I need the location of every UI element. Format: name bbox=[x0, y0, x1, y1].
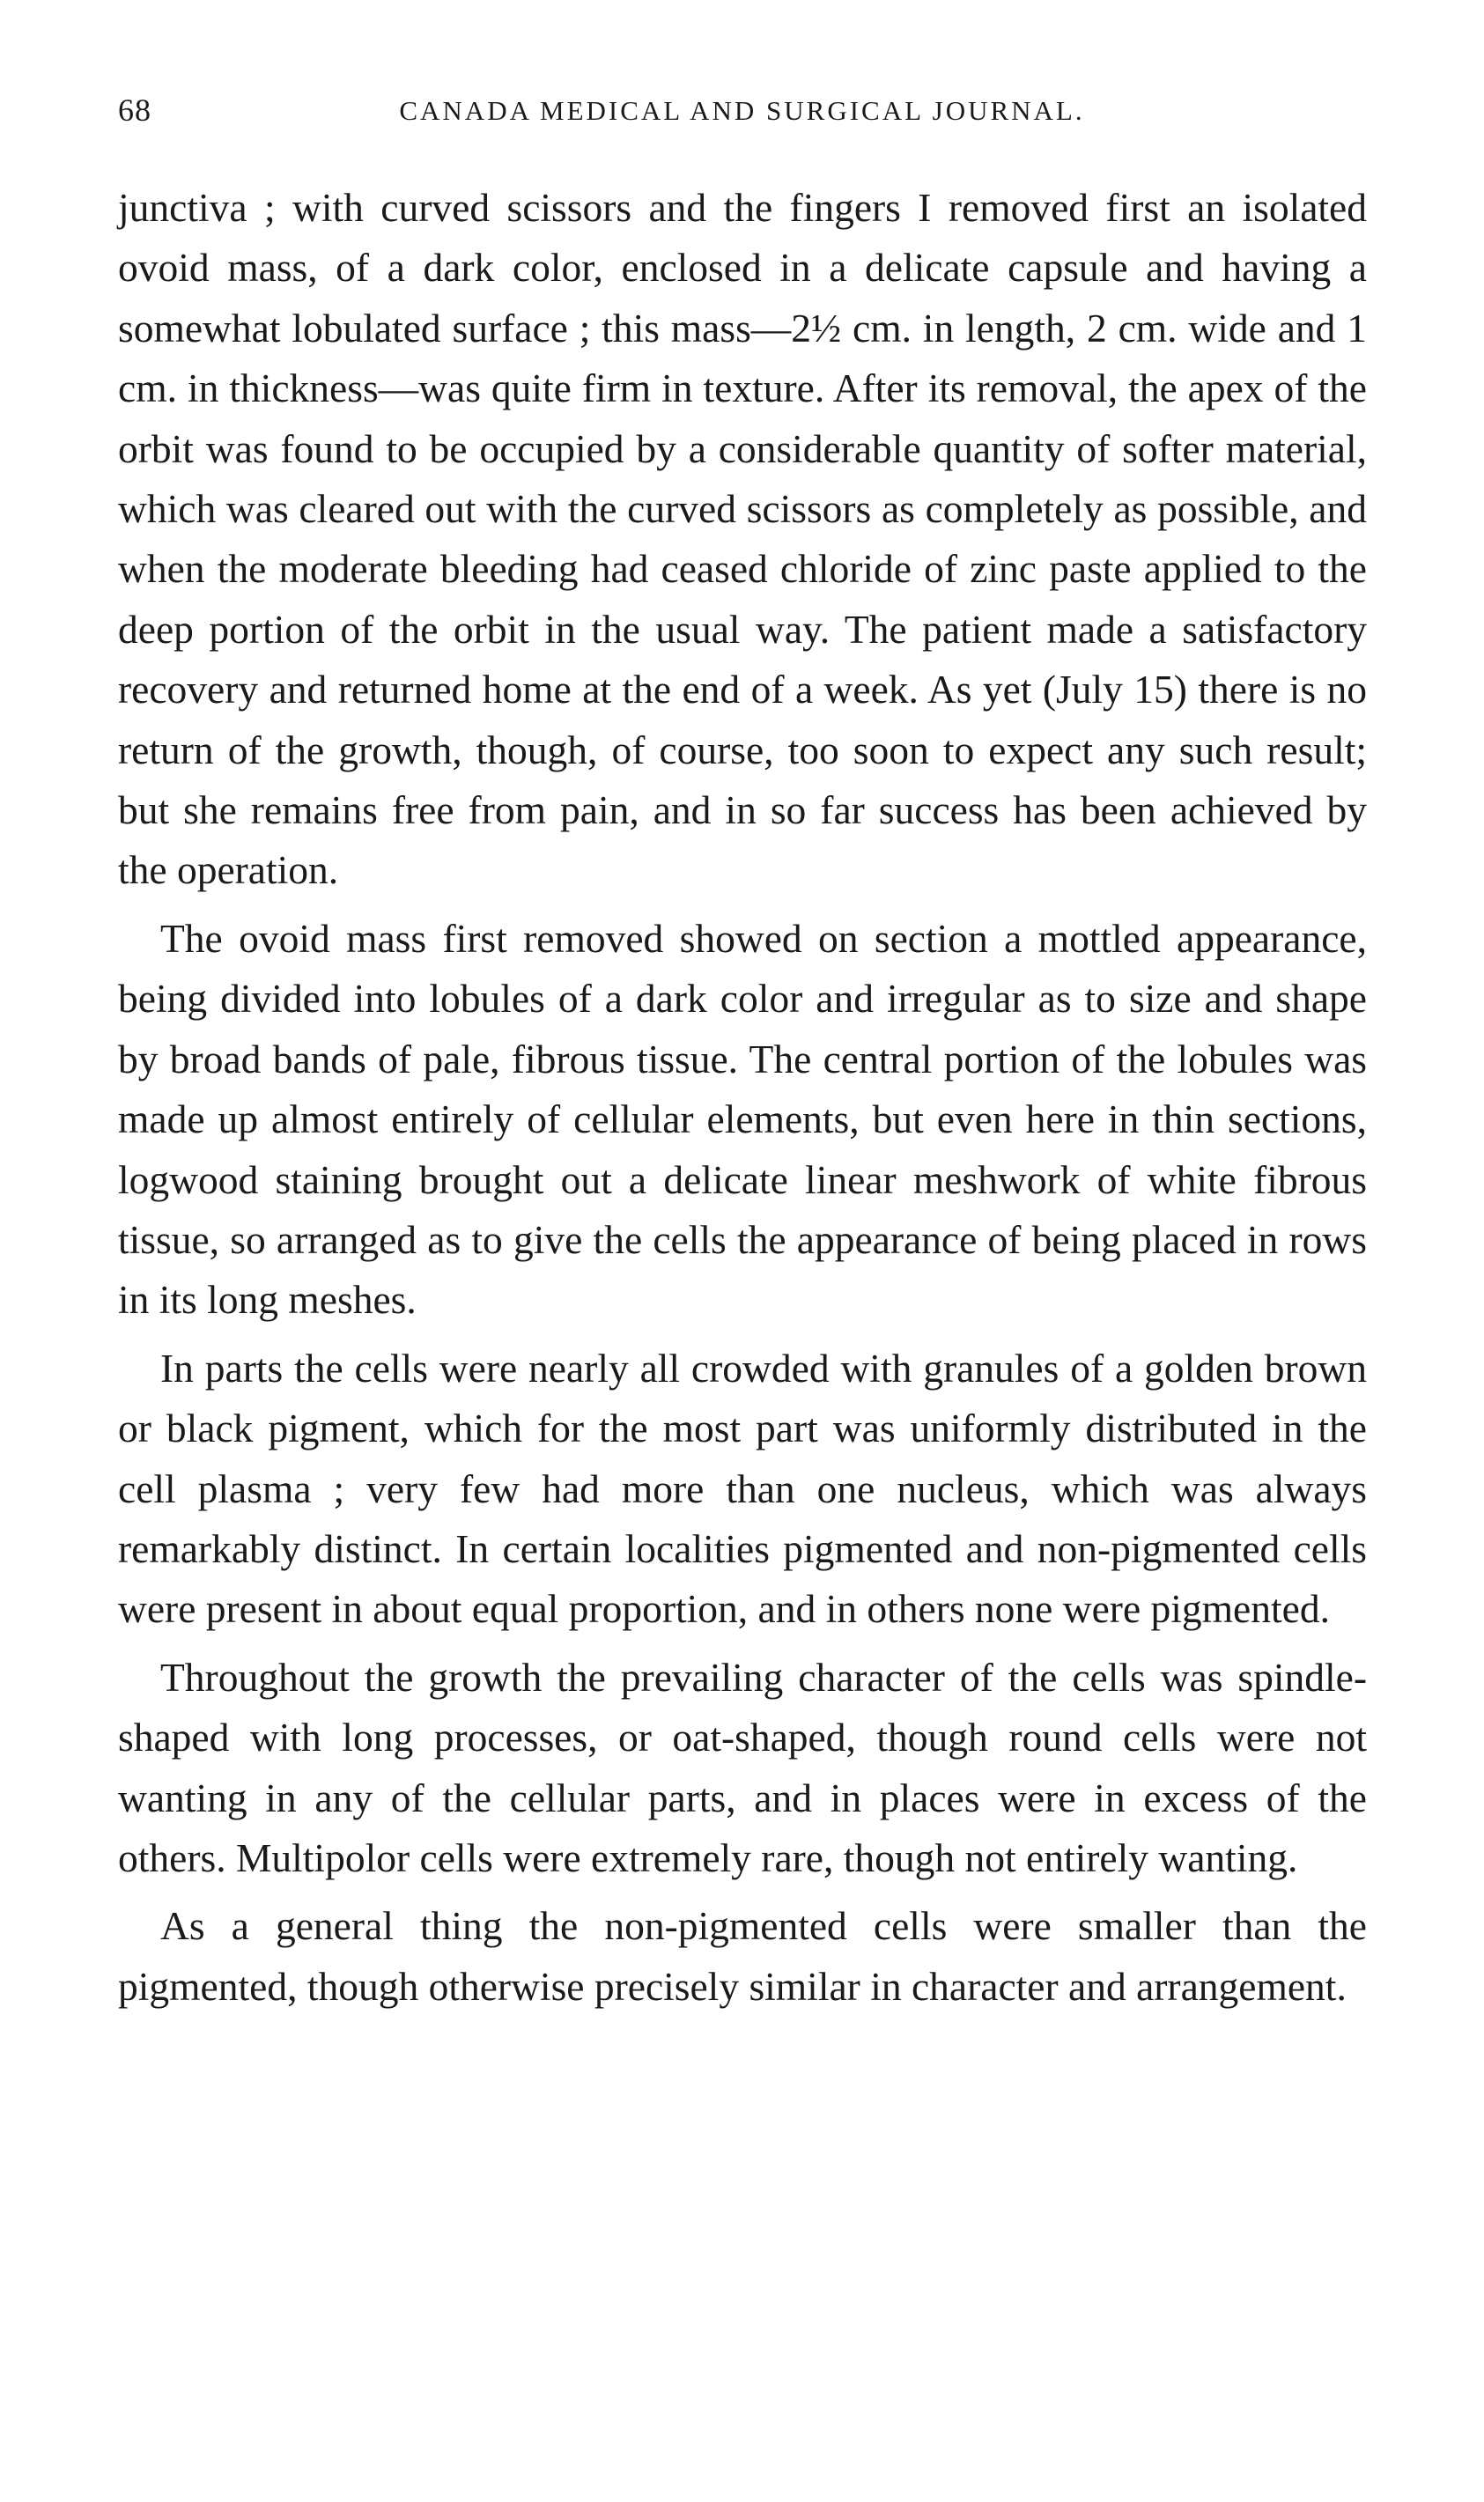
running-head bbox=[118, 92, 1366, 130]
paragraph-non-pigmented-cells: As a general thing the non-pigmented cells were smaller than the pigmented, though otherwise precisely similar in character and arrangement. bbox=[118, 1903, 1367, 2009]
paragraph-operation-account: junctiva ; with curved scissors and the fingers I removed first an isolated ovoid mass, of a dark color, enclosed in a delicate capsule and having a somewhat lobulated surface ; this mass—2½ cm. in length, 2 cm. wide and 1 cm. in thickness—was quite firm in texture. After its removal, the apex of the orbit was found to be occupied by a considerable quantity of softer material, which was cleared out with the curved scissors as completely as possible, and when the moderate bleeding had ceased chloride of zinc paste applied to the deep portion of the orbit in the usual way. The patient made a satisfactory recovery and returned home at the end of a week. As yet (July 15) there is no return of the growth, though, of course, too soon to expect any such result; but she remains free from pain, and in so far success has been achieved by the operation. bbox=[118, 185, 1367, 893]
journal-title: CANADA MEDICAL AND SURGICAL JOURNAL. bbox=[399, 95, 1085, 126]
paragraph-pigmented-cells: In parts the cells were nearly all crowded with granules of a golden brown or black pigment, which for the most part was uniformly distributed in the cell plasma ; very few had more than one nucleus, which was always remarkably distinct. In certain localities pigmented and non-pigmented cells were present in about equal proportion, and in others none were pigmented. bbox=[118, 1345, 1367, 1632]
article-body bbox=[118, 178, 1367, 2025]
paragraph-cell-character: Throughout the growth the prevailing character of the cells was spindle-shaped with long processes, or oat-shaped, though round cells were not wanting in any of the cellular parts, and in places were in excess of the others. Multipolor cells were extremely rare, though not entirely wanting. bbox=[118, 1654, 1367, 1880]
paragraph-ovoid-mass: The ovoid mass first removed showed on section a mottled appearance, being divided into lobules of a dark color and irregular as to size and shape by broad bands of pale, fibrous tissue. The central portion of the lobules was made up almost entirely of cellular elements, but even here in thin sections, logwood staining brought out a delicate linear meshwork of white fibrous tissue, so arranged as to give the cells the appearance of being placed in rows in its long meshes. bbox=[118, 915, 1367, 1323]
page-number: 68 bbox=[118, 92, 151, 128]
